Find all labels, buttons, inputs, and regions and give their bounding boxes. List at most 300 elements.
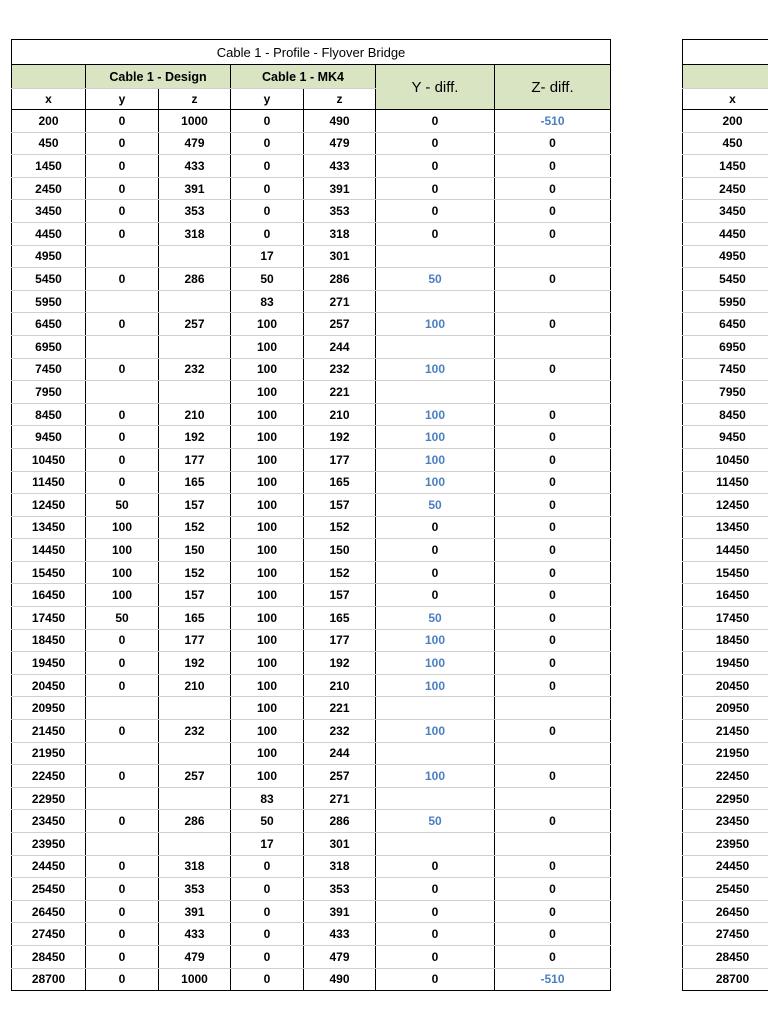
table-row bbox=[12, 697, 611, 720]
cell-design-y: 0 bbox=[86, 720, 159, 743]
cell-x: 28700 bbox=[12, 968, 86, 991]
table-row bbox=[683, 494, 768, 517]
cell-mk4-y: 0 bbox=[231, 900, 304, 923]
second-table-partial bbox=[682, 39, 768, 991]
cell-mk4-z: 257 bbox=[304, 313, 376, 336]
cell-mk4-y: 100 bbox=[231, 516, 304, 539]
cell-mk4-y: 50 bbox=[231, 810, 304, 833]
cell-mk4-y: 100 bbox=[231, 742, 304, 765]
col-header-x: x bbox=[12, 89, 86, 110]
header-z-diff: Z- diff. bbox=[495, 65, 611, 110]
table-row bbox=[683, 652, 768, 675]
cell-mk4-z: 244 bbox=[304, 742, 376, 765]
cell-z-diff: 0 bbox=[495, 629, 611, 652]
table-row bbox=[683, 426, 768, 449]
table-row bbox=[12, 335, 611, 358]
cell-x: 4450 bbox=[12, 222, 86, 245]
cell-design-z: 152 bbox=[159, 516, 231, 539]
cell-x: 5450 bbox=[12, 268, 86, 291]
cell-mk4-z: 221 bbox=[304, 381, 376, 404]
cell-x: 22950 bbox=[12, 787, 86, 810]
table-row bbox=[12, 177, 611, 200]
cell-y-diff: 0 bbox=[376, 222, 495, 245]
cell-y-diff: 0 bbox=[376, 900, 495, 923]
cell-y-diff: 100 bbox=[376, 403, 495, 426]
table-row bbox=[12, 810, 611, 833]
cell-x: 28450 bbox=[12, 945, 86, 968]
cell-mk4-y: 100 bbox=[231, 652, 304, 675]
cell-mk4-z: 177 bbox=[304, 448, 376, 471]
cell-mk4-y: 100 bbox=[231, 697, 304, 720]
cell-x: 13450 bbox=[12, 516, 86, 539]
cell-design-y: 0 bbox=[86, 923, 159, 946]
cell-mk4-y: 17 bbox=[231, 833, 304, 856]
right-col-header-x: x bbox=[683, 89, 768, 110]
cell-design-y: 0 bbox=[86, 358, 159, 381]
table-row bbox=[683, 403, 768, 426]
cable-profile-table bbox=[11, 39, 611, 991]
table-row bbox=[683, 923, 768, 946]
cell-y-diff: 0 bbox=[376, 945, 495, 968]
cell-z-diff: 0 bbox=[495, 855, 611, 878]
cell-mk4-z: 152 bbox=[304, 516, 376, 539]
cell-design-y: 50 bbox=[86, 607, 159, 630]
cell-y-diff: 100 bbox=[376, 426, 495, 449]
cell-x: 20950 bbox=[12, 697, 86, 720]
cell-x: 18450 bbox=[683, 629, 768, 652]
cell-x: 7450 bbox=[683, 358, 768, 381]
table-row bbox=[12, 448, 611, 471]
cell-mk4-y: 100 bbox=[231, 720, 304, 743]
cell-x: 200 bbox=[12, 110, 86, 133]
cell-mk4-y: 83 bbox=[231, 290, 304, 313]
cell-design-z: 157 bbox=[159, 584, 231, 607]
cell-mk4-z: 490 bbox=[304, 110, 376, 133]
table-row bbox=[683, 878, 768, 901]
cell-design-z bbox=[159, 833, 231, 856]
cell-x: 25450 bbox=[683, 878, 768, 901]
cell-design-z bbox=[159, 787, 231, 810]
table-row bbox=[683, 471, 768, 494]
cell-design-y: 100 bbox=[86, 516, 159, 539]
cell-mk4-z: 286 bbox=[304, 810, 376, 833]
cell-mk4-z: 157 bbox=[304, 584, 376, 607]
cell-y-diff: 50 bbox=[376, 494, 495, 517]
cell-mk4-y: 100 bbox=[231, 539, 304, 562]
cell-mk4-z: 150 bbox=[304, 539, 376, 562]
cell-x: 4950 bbox=[683, 245, 768, 268]
cell-design-z: 192 bbox=[159, 652, 231, 675]
table-row bbox=[683, 155, 768, 178]
cell-z-diff: 0 bbox=[495, 810, 611, 833]
cell-z-diff: 0 bbox=[495, 448, 611, 471]
table-row bbox=[12, 561, 611, 584]
right-header-blank bbox=[683, 65, 768, 89]
table-row bbox=[12, 222, 611, 245]
cell-mk4-y: 0 bbox=[231, 155, 304, 178]
cell-x: 4950 bbox=[12, 245, 86, 268]
cell-design-z: 353 bbox=[159, 200, 231, 223]
cell-mk4-z: 232 bbox=[304, 720, 376, 743]
cell-x: 4450 bbox=[683, 222, 768, 245]
table-row bbox=[12, 110, 611, 133]
table-row bbox=[683, 200, 768, 223]
cell-x: 11450 bbox=[12, 471, 86, 494]
cell-x: 7950 bbox=[683, 381, 768, 404]
cell-x: 8450 bbox=[12, 403, 86, 426]
cell-z-diff: 0 bbox=[495, 539, 611, 562]
cell-design-y bbox=[86, 697, 159, 720]
cell-x: 5950 bbox=[683, 290, 768, 313]
cell-y-diff: 50 bbox=[376, 810, 495, 833]
table-row bbox=[12, 494, 611, 517]
cell-design-y: 0 bbox=[86, 426, 159, 449]
cell-mk4-y: 0 bbox=[231, 923, 304, 946]
cell-y-diff: 0 bbox=[376, 155, 495, 178]
cell-mk4-y: 100 bbox=[231, 561, 304, 584]
cell-design-y: 0 bbox=[86, 810, 159, 833]
cell-z-diff: 0 bbox=[495, 923, 611, 946]
cell-design-y: 0 bbox=[86, 878, 159, 901]
cell-design-y: 100 bbox=[86, 539, 159, 562]
cell-mk4-y: 100 bbox=[231, 403, 304, 426]
table-row bbox=[12, 878, 611, 901]
cell-design-y bbox=[86, 335, 159, 358]
cell-mk4-y: 100 bbox=[231, 358, 304, 381]
cell-design-z: 192 bbox=[159, 426, 231, 449]
cell-design-y: 100 bbox=[86, 561, 159, 584]
cell-z-diff: 0 bbox=[495, 403, 611, 426]
cell-design-z: 257 bbox=[159, 313, 231, 336]
cell-y-diff: 100 bbox=[376, 674, 495, 697]
cell-mk4-y: 0 bbox=[231, 945, 304, 968]
table-row bbox=[683, 742, 768, 765]
cell-y-diff bbox=[376, 742, 495, 765]
cell-design-y: 0 bbox=[86, 132, 159, 155]
cell-design-y bbox=[86, 290, 159, 313]
cell-z-diff: 0 bbox=[495, 268, 611, 291]
cell-x: 24450 bbox=[683, 855, 768, 878]
cell-design-y: 50 bbox=[86, 494, 159, 517]
right-title-cell bbox=[683, 40, 768, 65]
cell-x: 22450 bbox=[683, 765, 768, 788]
table-row bbox=[12, 607, 611, 630]
cell-x: 12450 bbox=[683, 494, 768, 517]
table-row bbox=[12, 290, 611, 313]
cell-x: 6950 bbox=[12, 335, 86, 358]
cell-x: 2450 bbox=[683, 177, 768, 200]
cell-z-diff bbox=[495, 335, 611, 358]
cell-x: 27450 bbox=[683, 923, 768, 946]
table-row bbox=[12, 403, 611, 426]
cell-y-diff: 0 bbox=[376, 561, 495, 584]
cell-design-z: 391 bbox=[159, 900, 231, 923]
cell-design-z: 1000 bbox=[159, 968, 231, 991]
cell-mk4-z: 391 bbox=[304, 177, 376, 200]
cell-x: 14450 bbox=[12, 539, 86, 562]
cell-mk4-z: 286 bbox=[304, 268, 376, 291]
cell-x: 3450 bbox=[12, 200, 86, 223]
table-row bbox=[683, 810, 768, 833]
cell-y-diff: 0 bbox=[376, 878, 495, 901]
cell-x: 16450 bbox=[12, 584, 86, 607]
cell-z-diff: 0 bbox=[495, 494, 611, 517]
cell-x: 16450 bbox=[683, 584, 768, 607]
table-row bbox=[12, 539, 611, 562]
table-row bbox=[683, 358, 768, 381]
cell-mk4-z: 177 bbox=[304, 629, 376, 652]
cell-design-z: 1000 bbox=[159, 110, 231, 133]
cell-design-z: 210 bbox=[159, 403, 231, 426]
cell-design-y: 0 bbox=[86, 652, 159, 675]
cell-mk4-z: 479 bbox=[304, 132, 376, 155]
cell-x: 15450 bbox=[12, 561, 86, 584]
cell-x: 5950 bbox=[12, 290, 86, 313]
cell-design-y: 0 bbox=[86, 268, 159, 291]
cell-mk4-y: 0 bbox=[231, 222, 304, 245]
table-row bbox=[12, 313, 611, 336]
cell-design-z: 433 bbox=[159, 923, 231, 946]
cell-design-y: 0 bbox=[86, 403, 159, 426]
cell-x: 6950 bbox=[683, 335, 768, 358]
cell-z-diff: 0 bbox=[495, 674, 611, 697]
cell-y-diff: 0 bbox=[376, 132, 495, 155]
cell-x: 26450 bbox=[683, 900, 768, 923]
cell-mk4-y: 100 bbox=[231, 584, 304, 607]
cell-mk4-z: 318 bbox=[304, 855, 376, 878]
table-title: Cable 1 - Profile - Flyover Bridge bbox=[12, 40, 611, 65]
table-row bbox=[683, 132, 768, 155]
cell-y-diff: 100 bbox=[376, 448, 495, 471]
cell-x: 27450 bbox=[12, 923, 86, 946]
cell-mk4-z: 157 bbox=[304, 494, 376, 517]
cell-y-diff: 0 bbox=[376, 539, 495, 562]
cell-design-y bbox=[86, 381, 159, 404]
cell-mk4-y: 100 bbox=[231, 471, 304, 494]
table-row bbox=[683, 833, 768, 856]
cell-x: 26450 bbox=[12, 900, 86, 923]
table-row bbox=[12, 968, 611, 991]
table-row bbox=[12, 674, 611, 697]
cell-z-diff: 0 bbox=[495, 900, 611, 923]
cell-mk4-z: 165 bbox=[304, 471, 376, 494]
cell-design-z: 210 bbox=[159, 674, 231, 697]
table-row bbox=[12, 652, 611, 675]
cell-x: 7450 bbox=[12, 358, 86, 381]
table-row bbox=[12, 200, 611, 223]
cell-design-z: 150 bbox=[159, 539, 231, 562]
cell-mk4-z: 210 bbox=[304, 403, 376, 426]
cell-y-diff bbox=[376, 335, 495, 358]
cell-x: 24450 bbox=[12, 855, 86, 878]
cell-design-y: 0 bbox=[86, 945, 159, 968]
cell-x: 6450 bbox=[683, 313, 768, 336]
cell-mk4-z: 301 bbox=[304, 245, 376, 268]
cell-mk4-z: 210 bbox=[304, 674, 376, 697]
table-row bbox=[12, 471, 611, 494]
cell-x: 18450 bbox=[12, 629, 86, 652]
cell-design-z bbox=[159, 697, 231, 720]
cell-x: 23450 bbox=[683, 810, 768, 833]
cell-z-diff: 0 bbox=[495, 222, 611, 245]
cell-z-diff: 0 bbox=[495, 471, 611, 494]
cell-x: 22950 bbox=[683, 787, 768, 810]
table-row bbox=[12, 584, 611, 607]
cell-mk4-z: 433 bbox=[304, 923, 376, 946]
table-row bbox=[12, 245, 611, 268]
cell-mk4-y: 100 bbox=[231, 629, 304, 652]
cell-z-diff bbox=[495, 381, 611, 404]
cell-mk4-y: 83 bbox=[231, 787, 304, 810]
cell-design-y: 0 bbox=[86, 177, 159, 200]
cell-design-z bbox=[159, 335, 231, 358]
cell-x: 11450 bbox=[683, 471, 768, 494]
cell-design-z: 152 bbox=[159, 561, 231, 584]
col-header-design-y: y bbox=[86, 89, 159, 110]
cell-mk4-z: 353 bbox=[304, 878, 376, 901]
table-row bbox=[683, 335, 768, 358]
cell-design-y: 0 bbox=[86, 968, 159, 991]
cell-mk4-z: 353 bbox=[304, 200, 376, 223]
header-mk4: Cable 1 - MK4 bbox=[231, 65, 376, 89]
cell-z-diff: 0 bbox=[495, 177, 611, 200]
cell-z-diff: 0 bbox=[495, 765, 611, 788]
table-row bbox=[683, 448, 768, 471]
cell-design-y bbox=[86, 245, 159, 268]
cell-design-z: 479 bbox=[159, 945, 231, 968]
table-row bbox=[12, 855, 611, 878]
cell-mk4-y: 100 bbox=[231, 607, 304, 630]
cell-design-z: 479 bbox=[159, 132, 231, 155]
cell-y-diff bbox=[376, 290, 495, 313]
table-row bbox=[12, 358, 611, 381]
table-row bbox=[683, 584, 768, 607]
cell-mk4-z: 490 bbox=[304, 968, 376, 991]
cell-y-diff: 100 bbox=[376, 313, 495, 336]
cell-z-diff: 0 bbox=[495, 200, 611, 223]
cell-mk4-z: 318 bbox=[304, 222, 376, 245]
cell-design-z: 232 bbox=[159, 720, 231, 743]
cell-z-diff: 0 bbox=[495, 132, 611, 155]
header-design: Cable 1 - Design bbox=[86, 65, 231, 89]
cell-mk4-y: 100 bbox=[231, 765, 304, 788]
cell-mk4-z: 257 bbox=[304, 765, 376, 788]
cell-y-diff: 0 bbox=[376, 200, 495, 223]
cell-x: 25450 bbox=[12, 878, 86, 901]
table-row bbox=[683, 290, 768, 313]
cell-design-z bbox=[159, 742, 231, 765]
cell-z-diff: 0 bbox=[495, 516, 611, 539]
cell-mk4-y: 100 bbox=[231, 674, 304, 697]
cell-x: 9450 bbox=[683, 426, 768, 449]
cell-design-y: 0 bbox=[86, 155, 159, 178]
cell-y-diff bbox=[376, 697, 495, 720]
table-row bbox=[683, 945, 768, 968]
cell-x: 15450 bbox=[683, 561, 768, 584]
table-row bbox=[683, 765, 768, 788]
col-header-design-z: z bbox=[159, 89, 231, 110]
cell-design-z: 286 bbox=[159, 810, 231, 833]
cell-x: 19450 bbox=[683, 652, 768, 675]
cell-design-z: 177 bbox=[159, 448, 231, 471]
cell-x: 13450 bbox=[683, 516, 768, 539]
cell-design-z bbox=[159, 381, 231, 404]
table-row bbox=[683, 381, 768, 404]
cell-y-diff: 100 bbox=[376, 629, 495, 652]
table-row bbox=[683, 629, 768, 652]
cell-mk4-z: 479 bbox=[304, 945, 376, 968]
cell-x: 22450 bbox=[12, 765, 86, 788]
cell-y-diff: 0 bbox=[376, 968, 495, 991]
table-row bbox=[12, 900, 611, 923]
cell-x: 6450 bbox=[12, 313, 86, 336]
cell-z-diff bbox=[495, 833, 611, 856]
cell-x: 20950 bbox=[683, 697, 768, 720]
cell-z-diff: 0 bbox=[495, 607, 611, 630]
cell-x: 21450 bbox=[683, 720, 768, 743]
cell-mk4-z: 433 bbox=[304, 155, 376, 178]
table-row bbox=[12, 742, 611, 765]
cell-x: 20450 bbox=[683, 674, 768, 697]
table-row bbox=[12, 268, 611, 291]
table-row bbox=[683, 787, 768, 810]
cell-y-diff: 100 bbox=[376, 471, 495, 494]
table-row bbox=[12, 381, 611, 404]
table-row bbox=[683, 855, 768, 878]
table-row bbox=[12, 833, 611, 856]
cell-x: 28450 bbox=[683, 945, 768, 968]
col-header-mk4-y: y bbox=[231, 89, 304, 110]
cell-x: 1450 bbox=[683, 155, 768, 178]
cell-design-y: 0 bbox=[86, 313, 159, 336]
cell-x: 10450 bbox=[12, 448, 86, 471]
cell-design-y bbox=[86, 787, 159, 810]
cell-x: 2450 bbox=[12, 177, 86, 200]
cell-x: 450 bbox=[683, 132, 768, 155]
cell-mk4-y: 0 bbox=[231, 177, 304, 200]
cell-x: 17450 bbox=[683, 607, 768, 630]
cell-y-diff: 50 bbox=[376, 607, 495, 630]
cell-x: 19450 bbox=[12, 652, 86, 675]
header-y-diff: Y - diff. bbox=[376, 65, 495, 110]
cell-y-diff: 0 bbox=[376, 584, 495, 607]
cell-design-y: 0 bbox=[86, 222, 159, 245]
cell-design-y: 0 bbox=[86, 765, 159, 788]
cell-y-diff bbox=[376, 381, 495, 404]
cell-x: 9450 bbox=[12, 426, 86, 449]
cell-mk4-y: 100 bbox=[231, 381, 304, 404]
table-row bbox=[683, 110, 768, 133]
cell-design-z: 286 bbox=[159, 268, 231, 291]
cell-y-diff: 100 bbox=[376, 652, 495, 675]
cell-x: 450 bbox=[12, 132, 86, 155]
table-row bbox=[12, 923, 611, 946]
cell-design-z: 157 bbox=[159, 494, 231, 517]
cell-mk4-z: 271 bbox=[304, 290, 376, 313]
table-row bbox=[683, 268, 768, 291]
table-row bbox=[12, 132, 611, 155]
cell-x: 3450 bbox=[683, 200, 768, 223]
cell-x: 200 bbox=[683, 110, 768, 133]
cell-design-z: 433 bbox=[159, 155, 231, 178]
cell-mk4-z: 232 bbox=[304, 358, 376, 381]
table-row bbox=[12, 765, 611, 788]
cell-mk4-y: 0 bbox=[231, 200, 304, 223]
cell-design-y bbox=[86, 833, 159, 856]
table-row bbox=[683, 900, 768, 923]
cell-z-diff: 0 bbox=[495, 652, 611, 675]
table-row bbox=[12, 787, 611, 810]
